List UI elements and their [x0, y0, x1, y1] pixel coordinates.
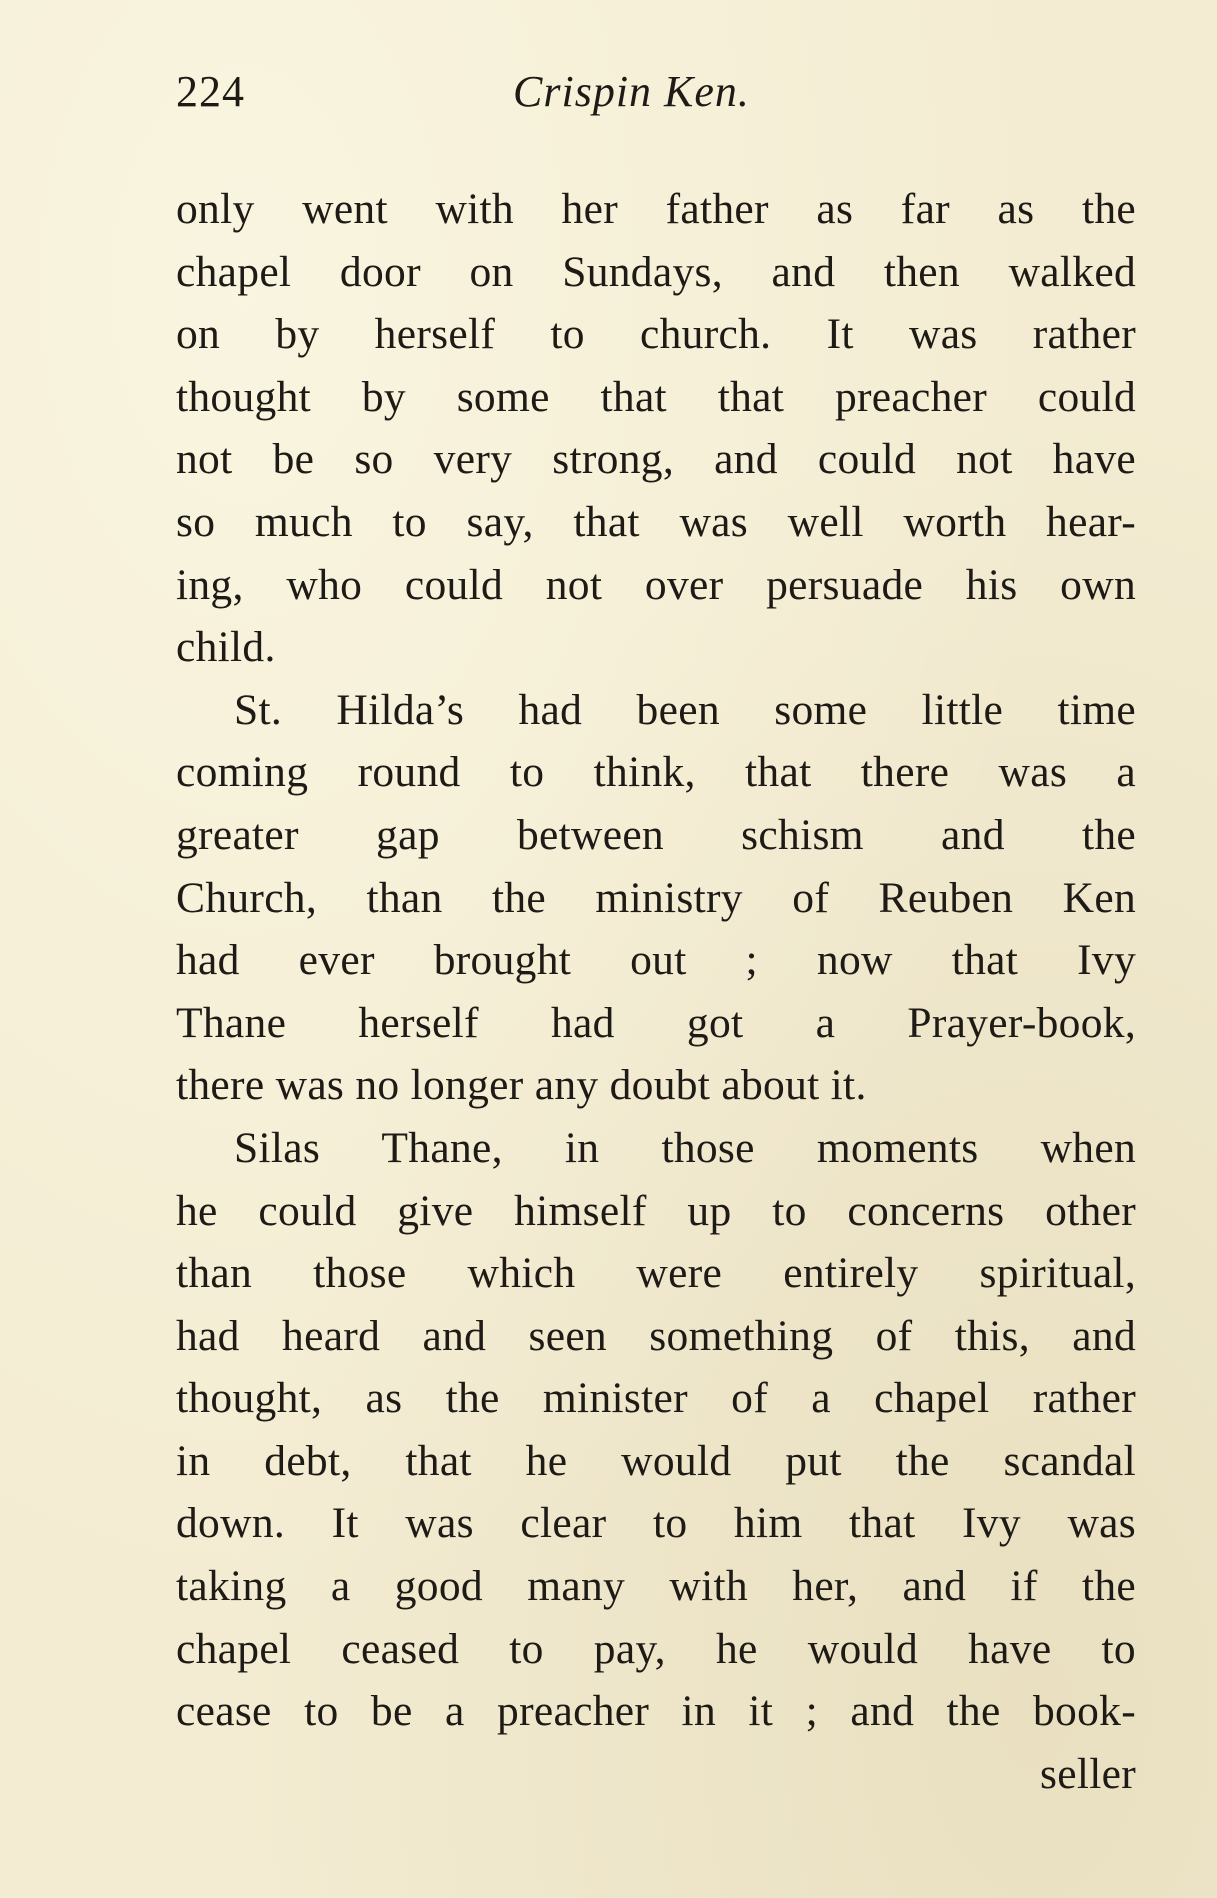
- body-text: [176, 178, 1136, 1805]
- catchword: seller: [1039, 1749, 1136, 1798]
- running-head: [176, 62, 1136, 122]
- text-line: coming round to think, that there was a: [176, 748, 1136, 797]
- text-line: Thane herself had got a Prayer-book,: [176, 998, 1136, 1047]
- text-line: on by herself to church. It was rather: [176, 310, 1136, 359]
- text-line: thought, as the minister of a chapel rather: [176, 1374, 1136, 1423]
- text-line: chapel ceased to pay, he would have to: [176, 1624, 1136, 1673]
- text-line: taking a good many with her, and if the: [176, 1562, 1136, 1611]
- text-line: ing, who could not over persuade his own: [176, 560, 1136, 609]
- text-line: than those which were entirely spiritual,: [176, 1249, 1136, 1298]
- text-line: down. It was clear to him that Ivy was: [176, 1499, 1136, 1548]
- text-line: had heard and seen something of this, and: [176, 1311, 1136, 1360]
- text-line: greater gap between schism and the: [176, 810, 1136, 859]
- text-line: child.: [176, 623, 276, 672]
- text-line: chapel door on Sundays, and then walked: [176, 247, 1136, 296]
- text-line: cease to be a preacher in it ; and the book-: [176, 1687, 1136, 1736]
- text-line: in debt, that he would put the scandal: [176, 1436, 1136, 1485]
- text-line: so much to say, that was well worth hear-: [176, 497, 1136, 546]
- page-number: 224: [176, 67, 245, 116]
- text-line: there was no longer any doubt about it.: [176, 1061, 867, 1110]
- text-line: thought by some that that preacher could: [176, 372, 1136, 421]
- text-line: he could give himself up to concerns other: [176, 1186, 1136, 1235]
- text-line: Church, than the ministry of Reuben Ken: [176, 873, 1136, 922]
- text-line: Silas Thane, in those moments when: [234, 1123, 1136, 1172]
- text-line: St. Hilda’s had been some little time: [234, 685, 1136, 734]
- running-title: Crispin Ken.: [513, 67, 750, 116]
- text-line: had ever brought out ; now that Ivy: [176, 936, 1136, 985]
- text-line: not be so very strong, and could not have: [176, 435, 1136, 484]
- text-line: only went with her father as far as the: [176, 185, 1136, 233]
